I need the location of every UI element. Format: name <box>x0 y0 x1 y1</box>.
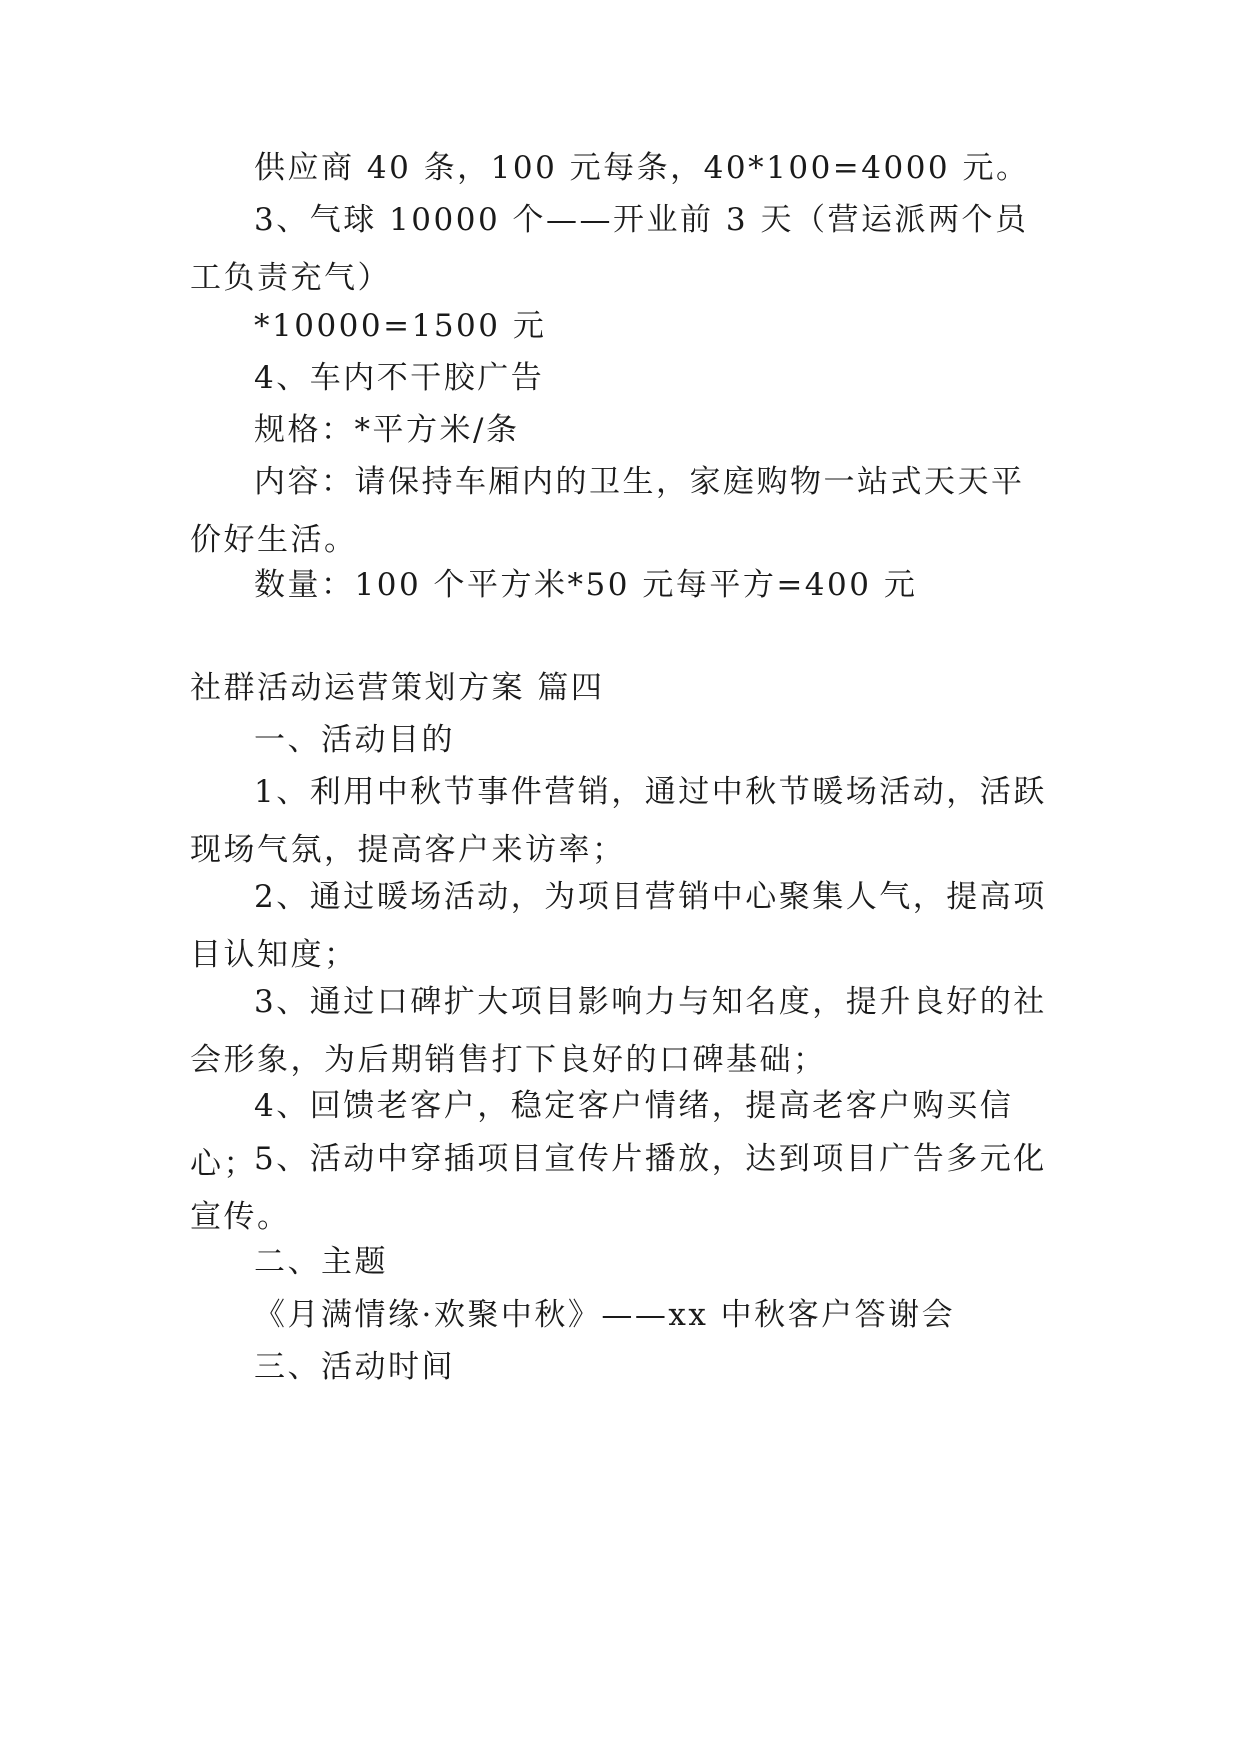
heading-theme: 二、主题 <box>254 1244 388 1280</box>
paragraph-sticker-ads: 4、车内不干胶广告 <box>254 360 545 396</box>
paragraph-balloons: 3、气球 10000 个——开业前 3 天（营运派两个员工负责充气） <box>190 202 1029 296</box>
list-item-purpose-5: 5、活动中穿插项目宣传片播放，达到项目广告多元化宣传。 <box>190 1141 1047 1235</box>
paragraph-balloon-cost: *10000=1500 元 <box>254 308 547 344</box>
paragraph-content: 内容：请保持车厢内的卫生，家庭购物一站式天天平价好生活。 <box>190 464 1025 558</box>
paragraph-quantity: 数量：100 个平方米*50 元每平方=400 元 <box>254 567 918 603</box>
list-item-purpose-3: 3、通过口碑扩大项目影响力与知名度，提升良好的社会形象，为后期销售打下良好的口碑基础； <box>190 984 1047 1078</box>
paragraph-supplier-cost: 供应商 40 条，100 元每条，40*100=4000 元。 <box>254 150 1030 186</box>
heading-activity-purpose: 一、活动目的 <box>254 722 455 758</box>
heading-activity-time: 三、活动时间 <box>254 1349 455 1385</box>
section-title: 社群活动运营策划方案 篇四 <box>190 670 605 706</box>
paragraph-theme-title: 《月满情缘·欢聚中秋》——xx 中秋客户答谢会 <box>254 1297 956 1333</box>
list-item-purpose-1: 1、利用中秋节事件营销，通过中秋节暖场活动，活跃现场气氛，提高客户来访率； <box>190 774 1047 868</box>
paragraph-spec: 规格：*平方米/条 <box>254 412 520 448</box>
list-item-purpose-4: 4、回馈老客户，稳定客户情绪，提高老客户购买信心； <box>190 1088 1014 1182</box>
list-item-purpose-2: 2、通过暖场活动，为项目营销中心聚集人气，提高项目认知度； <box>190 879 1047 973</box>
